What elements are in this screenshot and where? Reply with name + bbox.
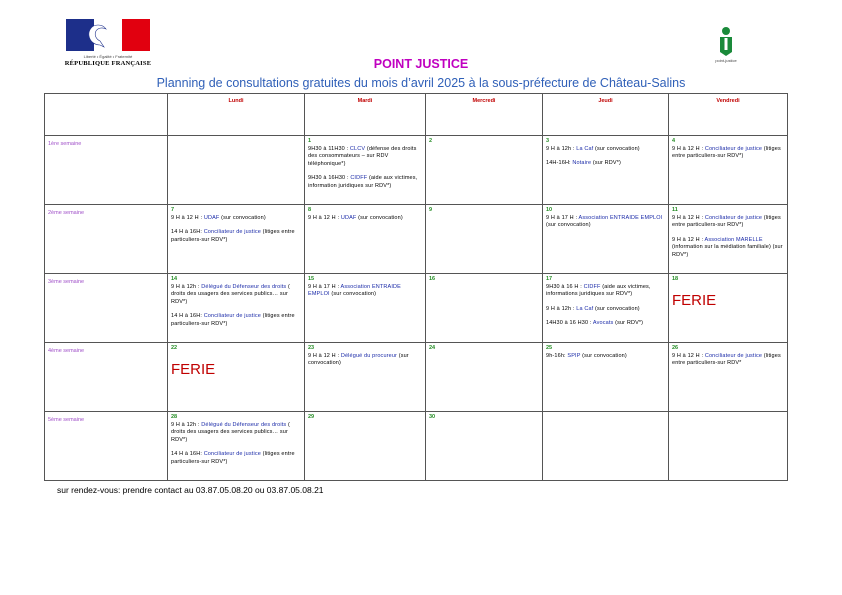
service-details: (sur convocation) (219, 214, 266, 221)
time-range: 9 H à 12 H : (171, 214, 204, 221)
time-range: 9 H à 12 H : (308, 352, 341, 359)
day-number: 28 (171, 414, 178, 420)
day-cell (168, 136, 305, 205)
day-cell (543, 343, 669, 412)
week-row (45, 412, 788, 481)
service-name: Conciliateur de justice (704, 352, 763, 359)
schedule-table (44, 93, 788, 481)
time-range: 9H30 à 16 H : (546, 283, 584, 290)
day-number: 23 (308, 345, 315, 351)
consultation-entry (171, 313, 301, 328)
day-number: 16 (429, 276, 436, 282)
time-range: 9 H à 12h : (546, 145, 577, 152)
week-label-cell (45, 343, 168, 412)
day-number: 7 (171, 207, 175, 213)
day-number: 11 (672, 207, 678, 213)
consultation-entry (672, 353, 784, 368)
service-details: (litiges entre particuliers-sur RDV*) (672, 214, 781, 228)
day-number: 29 (308, 414, 315, 420)
service-details: (litiges entre particuliers-sur RDV*) (171, 451, 295, 465)
service-name: Conciliateur de justice (203, 229, 261, 235)
service-details: (litiges entre particuliers-sur RDV*) (171, 313, 295, 327)
service-details: (aide aux victimes, informations juridiques sur RDV*) (546, 283, 651, 297)
service-details: (sur convocation) (329, 291, 377, 297)
week-label: 3ème semaine (48, 279, 85, 285)
time-range: 14H30 à 16 H30 : (546, 320, 593, 326)
time-range: 9H30 à 11H30 : (308, 145, 350, 152)
time-range: 9 H à 17 H : (546, 214, 579, 221)
service-name: CIDFF (583, 283, 601, 290)
column-header-mardi: Mardi (305, 94, 426, 136)
day-cell (543, 136, 669, 205)
day-number: 26 (672, 345, 679, 351)
week-label: 4ème semaine (48, 348, 85, 354)
day-cell (426, 205, 543, 274)
day-cell (305, 205, 426, 274)
consultation-entry (171, 284, 301, 307)
consultation-entry (546, 146, 665, 154)
consultation-entry (308, 175, 422, 190)
day-number: 9 (429, 207, 433, 213)
day-number: 14 (171, 276, 178, 282)
consultation-entry (546, 160, 665, 168)
service-details: (sur convocation) (356, 214, 403, 221)
time-range: 14H-16H: (546, 160, 573, 166)
service-details: (défense des droits des consommateurs – sur RDV téléphonique*) (308, 145, 417, 167)
service-name: La Caf (576, 145, 594, 152)
holiday-label: FERIE (672, 291, 717, 309)
marianne-flag-icon (66, 19, 150, 51)
day-cell (168, 412, 305, 481)
day-cell (669, 274, 788, 343)
consultation-entry (672, 237, 784, 260)
time-range: 9 H à 17 H : (308, 283, 341, 290)
time-range: 14 H à 16H: (171, 313, 204, 319)
day-cell (305, 412, 426, 481)
consultation-entry (308, 215, 422, 223)
service-details: (sur RDV*) (613, 320, 644, 326)
service-details: (sur RDV*) (591, 160, 621, 166)
time-range: 9 H à 12h : (171, 421, 202, 428)
service-details: (sur convocation) (546, 222, 591, 228)
service-name: CLCV (349, 145, 366, 152)
week-label-cell (45, 136, 168, 205)
service-details: (litiges entre particuliers-sur RDV*) (672, 145, 781, 159)
consultation-entry (308, 284, 422, 299)
time-range: 9 H à 12 H : (672, 214, 705, 221)
week-row (45, 205, 788, 274)
time-range: 9 H à 12h : (546, 305, 577, 312)
day-cell (669, 343, 788, 412)
service-details: (litiges entre particuliers-sur RDV*) (171, 229, 295, 243)
day-cell (305, 136, 426, 205)
consultation-entry (171, 422, 301, 445)
consultation-entry (546, 215, 665, 230)
point-justice-icon (706, 22, 746, 56)
consultation-entry (171, 229, 301, 244)
service-name: SPIP (567, 352, 581, 359)
day-cell (426, 412, 543, 481)
day-number: 15 (308, 276, 315, 282)
day-cell (543, 274, 669, 343)
service-name: Notaire (572, 160, 592, 166)
service-details: ( droits des usagers des services publics… sur RDV*) (171, 283, 290, 305)
consultation-entry (546, 353, 665, 361)
time-range: 9 H à 12 H : (308, 214, 341, 221)
day-cell (426, 274, 543, 343)
week-label: 1ère semaine (48, 141, 82, 147)
day-number: 2 (429, 138, 433, 144)
consultation-entry (308, 146, 422, 169)
rf-name: RÉPUBLIQUE FRANÇAISE (64, 60, 152, 67)
day-cell (426, 343, 543, 412)
service-name: Conciliateur de justice (704, 214, 763, 221)
week-row (45, 274, 788, 343)
day-number: 10 (546, 207, 553, 213)
week-row (45, 136, 788, 205)
service-name: Délégué du Défenseur des droits (201, 421, 287, 428)
service-details: (sur convocation) (593, 145, 640, 152)
contact-note: sur rendez-vous: prendre contact au 03.87.05.08.20 ou 03.87.05.08.21 (57, 485, 324, 495)
consultation-entry (546, 284, 665, 299)
service-name: Association ENTRAIDE EMPLOI (578, 214, 663, 221)
week-label-cell (45, 205, 168, 274)
day-cell (305, 274, 426, 343)
week-label: 5ème semaine (48, 417, 85, 423)
time-range: 9 H à 12 H : (672, 236, 705, 243)
day-number: 17 (546, 276, 553, 282)
holiday-label: FERIE (171, 360, 216, 378)
time-range: 9 H à 12 H : (672, 145, 705, 152)
time-range: 14 H à 16H: (171, 229, 204, 235)
page-subtitle: Planning de consultations gratuites du mois d’avril 2025 à la sous-préfecture de Château-Salins (156, 76, 686, 90)
service-name: La Caf (576, 305, 594, 312)
consultation-entry (171, 215, 301, 223)
day-cell (543, 412, 669, 481)
day-number: 1 (308, 138, 312, 144)
day-cell (669, 412, 788, 481)
column-header-lundi: Lundi (168, 94, 305, 136)
day-number: 30 (429, 414, 436, 420)
schedule-header-row (45, 94, 788, 136)
service-details: (aide aux victimes, information juridiques sur RDV*) (308, 175, 418, 189)
service-name: CIDFF (350, 175, 368, 181)
time-range: 14 H à 16H: (171, 451, 204, 457)
consultation-entry (672, 146, 784, 161)
time-range: 9h-16h: (546, 352, 568, 359)
service-name: Avocats (592, 320, 614, 326)
consultation-entry (171, 451, 301, 466)
column-header-mercredi: Mercredi (426, 94, 543, 136)
schedule-body (45, 136, 788, 481)
consultation-entry (672, 215, 784, 230)
column-header-vendredi: Vendredi (669, 94, 788, 136)
day-number: 18 (672, 276, 679, 282)
day-cell (669, 205, 788, 274)
service-details: (litiges entre particuliers-sur RDV* (672, 352, 781, 366)
consultation-entry (546, 320, 665, 328)
column-header-blank (45, 94, 168, 136)
service-name: Conciliateur de justice (704, 145, 763, 152)
service-name: Association MARELLE (704, 236, 763, 243)
day-number: 4 (672, 138, 676, 144)
service-name: UDAF (203, 214, 220, 221)
week-label-cell (45, 412, 168, 481)
column-header-jeudi: Jeudi (543, 94, 669, 136)
time-range: 9H30 à 16H30 : (308, 175, 351, 181)
day-cell (168, 343, 305, 412)
service-name: Délégué du Défenseur des droits (201, 283, 287, 290)
consultation-entry (546, 306, 665, 314)
day-number: 3 (546, 138, 550, 144)
week-label-cell (45, 274, 168, 343)
service-details: (information sur la médiation familiale) (sur RDV*) (672, 244, 783, 258)
day-cell (543, 205, 669, 274)
page-title: POINT JUSTICE (373, 57, 469, 71)
service-name: Conciliateur de justice (203, 313, 261, 319)
day-number: 24 (429, 345, 436, 351)
day-cell (305, 343, 426, 412)
rf-motto: Liberté • Égalité • Fraternité (83, 54, 133, 59)
day-cell (168, 274, 305, 343)
day-number: 22 (171, 345, 178, 351)
time-range: 9 H à 12 H : (672, 352, 705, 359)
service-name: Association ENTRAIDE EMPLOI (308, 283, 401, 297)
service-details: (sur convocation) (593, 305, 640, 312)
week-row (45, 343, 788, 412)
week-label: 2ème semaine (48, 210, 85, 216)
service-details: ( droits des usagers des services publics… sur RDV*) (171, 421, 290, 443)
day-cell (426, 136, 543, 205)
day-number: 8 (308, 207, 312, 213)
service-name: Conciliateur de justice (203, 451, 261, 457)
service-details: (sur convocation) (580, 352, 627, 359)
day-number: 25 (546, 345, 553, 351)
service-details: (sur convocation) (308, 352, 409, 366)
day-cell (669, 136, 788, 205)
day-cell (168, 205, 305, 274)
time-range: 9 H à 12h : (171, 283, 202, 290)
point-justice-label: point-justice (715, 58, 737, 63)
service-name: UDAF (340, 214, 357, 221)
service-name: Délégué du procureur (340, 352, 398, 359)
consultation-entry (308, 353, 422, 368)
